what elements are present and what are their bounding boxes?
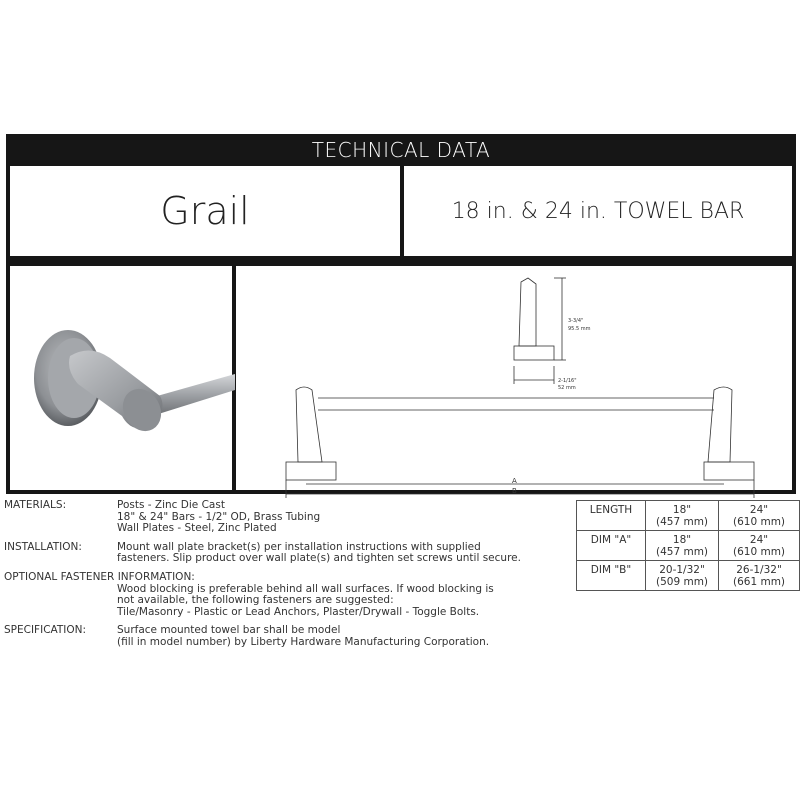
- base-dim-label: 2-1/16": [558, 378, 577, 384]
- specification-line: Surface mounted towel bar shall be model: [117, 624, 341, 637]
- installation-row: [4, 542, 564, 565]
- cell-value: (509 mm): [655, 576, 709, 588]
- row-label: DIM "B": [577, 561, 646, 591]
- cell-value: (610 mm): [732, 516, 786, 528]
- table-row: [577, 561, 800, 591]
- optional-fastener-line: Tile/Masonry - Plastic or Lead Anchors, Plaster/Drywall - Toggle Bolts.: [117, 605, 480, 618]
- base-dim-mm-label: 52 mm: [558, 385, 576, 391]
- cell-value: 20-1/32": [659, 564, 705, 576]
- cell-value: (610 mm): [732, 546, 786, 558]
- dim-a-label: A: [512, 477, 517, 485]
- towel-bar-photo: [10, 266, 232, 490]
- image-row: [6, 262, 796, 494]
- cell-value: 26-1/32": [736, 564, 782, 576]
- row-label: DIM "A": [577, 531, 646, 561]
- optional-fastener-line: not available, the following fasteners are suggested:: [117, 594, 394, 607]
- table-row: [577, 531, 800, 561]
- specification-line: (fill in model number) by Liberty Hardware Manufacturing Corporation.: [117, 635, 490, 648]
- specification-row: [4, 625, 564, 648]
- product-photo: [10, 266, 232, 490]
- cell-value: 18": [672, 534, 692, 546]
- materials-line: Posts - Zinc Die Cast: [117, 499, 225, 511]
- optional-fastener-row: [4, 572, 564, 618]
- cell-value: 24": [749, 534, 769, 546]
- technical-drawing: [236, 266, 792, 495]
- materials-line: Wall Plates - Steel, Zinc Plated: [117, 522, 277, 535]
- materials-line: 18" & 24" Bars - 1/2" OD, Brass Tubing: [117, 510, 321, 523]
- product-name: Grail: [10, 166, 400, 256]
- tech-sheet: [6, 134, 796, 494]
- dim-b-label: B: [512, 487, 517, 495]
- materials-row: [4, 500, 564, 535]
- row-label: LENGTH: [577, 501, 646, 531]
- optional-fastener-label: OPTIONAL FASTENER INFORMATION:: [4, 570, 195, 583]
- header-title: TECHNICAL DATA: [6, 134, 796, 166]
- cell-value: (661 mm): [732, 576, 786, 588]
- table-row: [577, 501, 800, 531]
- optional-fastener-line: Wood blocking is preferable behind all wall surfaces. If wood blocking is: [117, 582, 494, 595]
- height-dim-label: 3-3/4": [568, 318, 584, 324]
- specification-label: SPECIFICATION:: [4, 624, 87, 637]
- dimension-table: [576, 500, 800, 591]
- installation-line: Mount wall plate bracket(s) per installation instructions with supplied: [117, 540, 481, 553]
- cell-value: 24": [749, 504, 769, 516]
- installation-line: fasteners. Slip product over wall plate(s) and tighten set screws until secure.: [117, 552, 521, 565]
- installation-label: INSTALLATION:: [4, 540, 82, 553]
- materials-label: MATERIALS:: [4, 499, 67, 511]
- title-row: [6, 166, 796, 262]
- height-dim-mm-label: 95.5 mm: [568, 326, 591, 332]
- product-description: 18 in. & 24 in. TOWEL BAR: [404, 166, 792, 256]
- towel-bar-drawing: [236, 266, 792, 495]
- cell-value: (457 mm): [655, 516, 709, 528]
- cell-value: (457 mm): [655, 546, 709, 558]
- cell-value: 18": [672, 504, 692, 516]
- specs-section: [4, 500, 564, 656]
